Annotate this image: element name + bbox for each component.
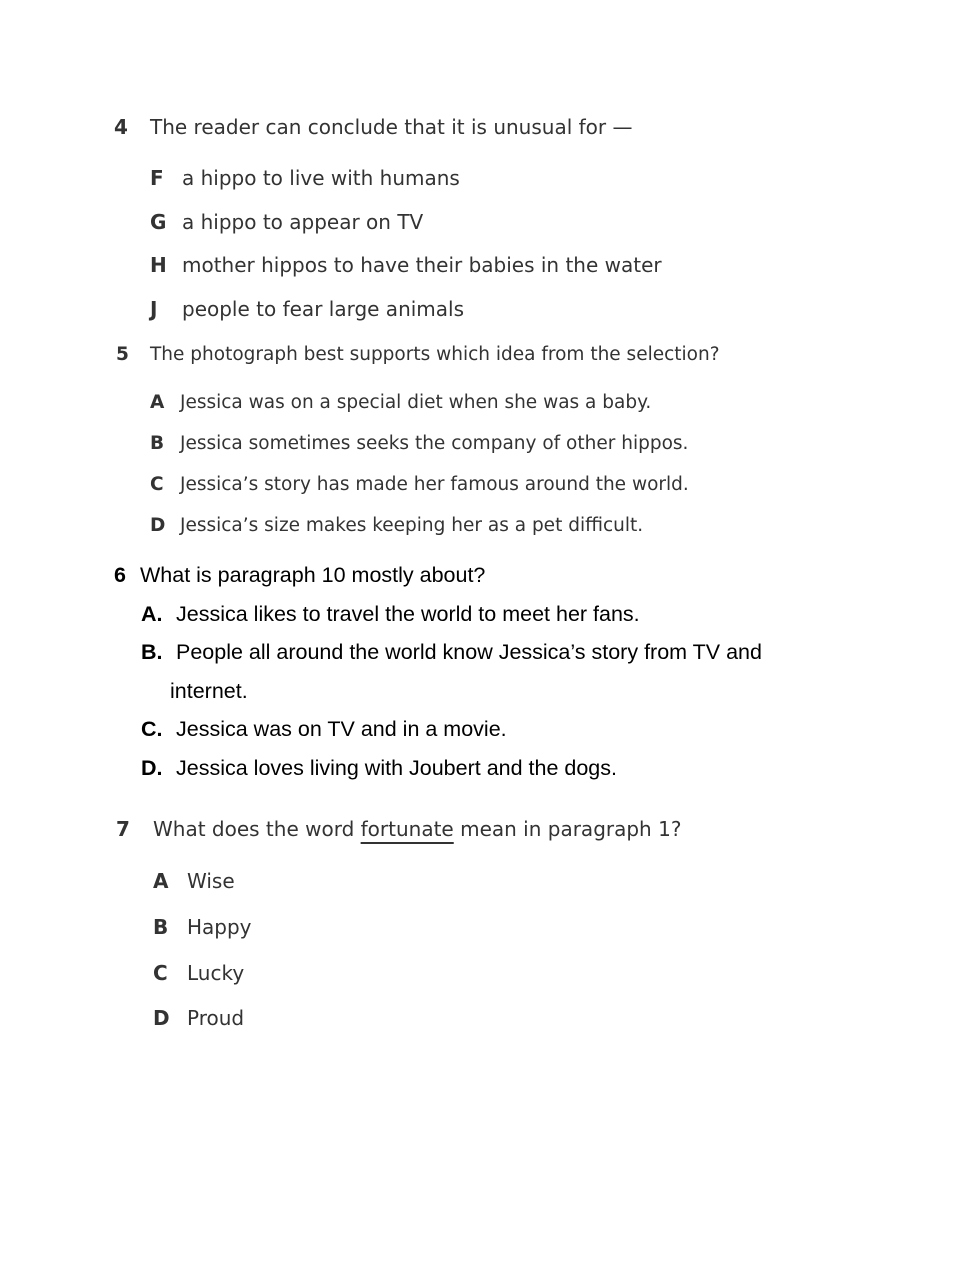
question-number: 4 [114,115,128,139]
answer-option[interactable] [150,515,643,536]
option-letter: D. [141,756,163,780]
stem-text: What does the word [153,817,361,841]
option-text: people to fear large animals [182,297,465,321]
question-number: 6 [114,563,126,587]
question-number: 5 [116,344,129,365]
answer-option[interactable] [150,433,688,454]
answer-option[interactable] [153,869,235,893]
option-text: Proud [187,1006,245,1030]
option-text: mother hippos to have their babies in the water [182,253,662,277]
answer-option[interactable] [141,756,617,781]
stem-text: mean in paragraph 1? [453,817,682,841]
option-letter: C [153,961,168,985]
question-stem [153,817,681,841]
answer-option[interactable] [141,717,507,742]
answer-option[interactable] [153,915,252,939]
answer-option[interactable] [150,253,662,277]
option-letter: A [153,869,169,893]
option-text: a hippo to appear on TV [182,210,424,234]
question-stem: The reader can conclude that it is unusual for — [150,115,633,139]
option-text-continued: internet. [170,679,248,703]
answer-option[interactable] [150,210,423,234]
option-text: Jessica’s story has made her famous around the world. [180,474,689,495]
option-text: Jessica likes to travel the world to meet her fans. [176,602,640,626]
option-text: Jessica loves living with Joubert and the dogs. [176,756,617,780]
option-text: Jessica sometimes seeks the company of other hippos. [180,433,689,454]
option-text: Happy [187,915,252,939]
option-letter: G [150,210,167,234]
answer-option[interactable] [150,166,460,190]
option-letter: D [153,1006,170,1030]
option-letter: A. [141,602,163,626]
answer-option[interactable] [141,640,762,665]
option-text: Jessica was on TV and in a movie. [176,717,507,741]
option-letter: J [150,297,158,321]
option-letter: A [150,392,165,413]
option-text: Jessica was on a special diet when she was a baby. [180,392,652,413]
option-text: a hippo to live with humans [182,166,460,190]
option-letter: B [153,915,169,939]
option-text: Lucky [187,961,245,985]
answer-option[interactable] [150,297,464,321]
question-number: 7 [116,817,130,841]
option-letter: C. [141,717,163,741]
underlined-word: fortunate [360,817,454,841]
option-letter: D [150,515,166,536]
question-stem: What is paragraph 10 mostly about? [140,563,486,587]
option-letter: H [150,253,167,277]
answer-option[interactable] [150,474,689,495]
option-letter: B. [141,640,163,664]
option-text: Wise [187,869,235,893]
option-text: People all around the world know Jessica’s story from TV and [176,640,762,664]
option-letter: F [150,166,164,190]
option-letter: B [150,433,165,454]
option-letter: C [150,474,164,495]
question-stem: The photograph best supports which idea from the selection? [150,344,720,365]
answer-option[interactable] [153,1006,244,1030]
answer-option[interactable] [153,961,244,985]
option-text: Jessica’s size makes keeping her as a pet difficult. [180,515,644,536]
answer-option[interactable] [141,602,640,627]
answer-option[interactable] [150,392,651,413]
